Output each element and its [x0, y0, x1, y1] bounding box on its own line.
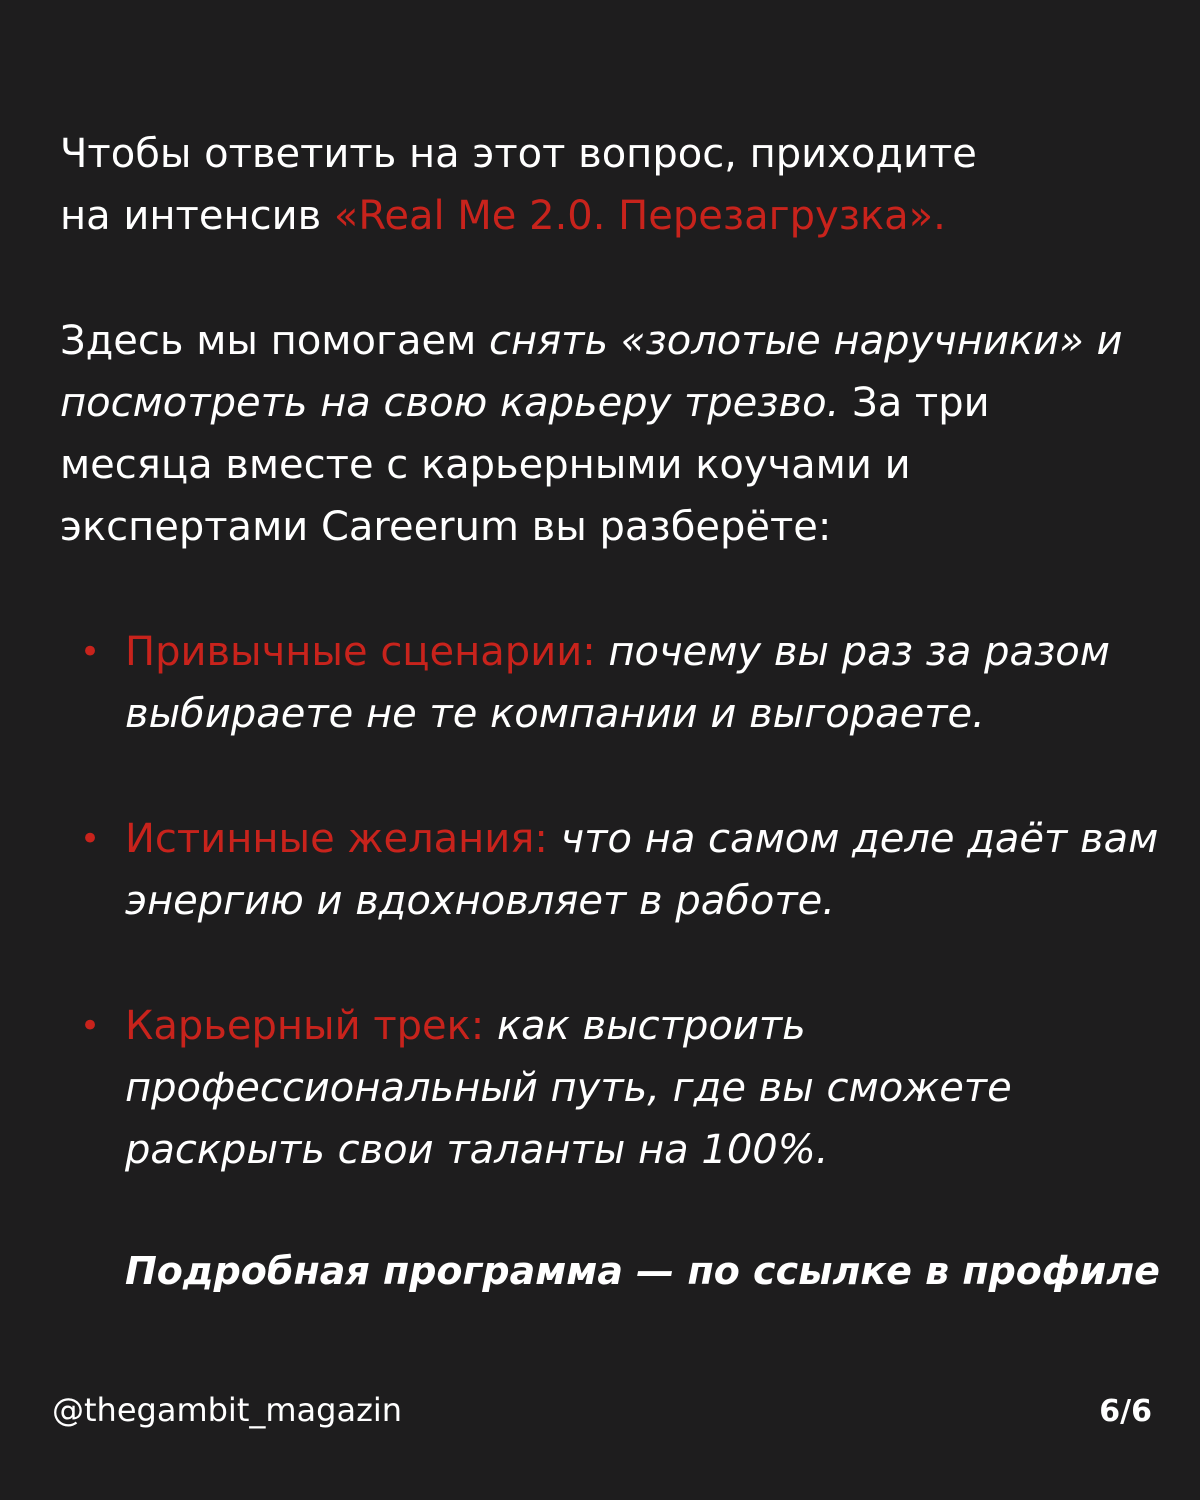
bullet-item-desires: [80, 808, 1160, 932]
bullet-title: Карьерный трек:: [125, 1003, 485, 1049]
intro-line-1: Чтобы ответить на этот вопрос, приходите: [60, 131, 977, 177]
intro-paragraph: [60, 123, 1150, 247]
description-rest: За три месяца вместе с карьерными коучами и экспертами Careerum вы разберёте:: [60, 380, 990, 550]
intro-line-2: на интенсив: [60, 193, 334, 239]
account-handle: @thegambit_magazin: [52, 1391, 403, 1429]
bullet-item-scenarios: [80, 621, 1160, 745]
page-indicator: 6/6: [1099, 1394, 1152, 1429]
course-name: «Real Me 2.0. Перезагрузка».: [333, 193, 946, 239]
bullet-dot-icon: •: [80, 632, 101, 672]
bullet-title: Истинные желания:: [125, 816, 548, 862]
bullet-text: почему вы раз за разом выбираете не те компании и выгораете.: [125, 629, 1110, 737]
bullet-text: как выстроить профессиональный путь, где вы сможете раскрыть свои таланты на 100%.: [125, 1003, 1012, 1173]
bullet-text: что на самом деле даёт вам энергию и вдохновляет в работе.: [125, 816, 1159, 924]
description-italic-phrase: снять «золотые наручники» и посмотреть на свою карьеру трезво.: [60, 318, 1123, 426]
description-paragraph: [60, 310, 1150, 558]
bullet-body: [125, 621, 1160, 745]
bullet-dot-icon: •: [80, 1006, 101, 1046]
call-to-action: Подробная программа — по ссылке в профиле: [125, 1249, 1160, 1293]
bullet-dot-icon: •: [80, 819, 101, 859]
bullet-body: [125, 995, 1160, 1181]
description-lead: Здесь мы помогаем: [60, 318, 489, 364]
bullet-title: Привычные сценарии:: [125, 629, 596, 675]
bullet-item-career-track: [80, 995, 1160, 1181]
bullet-body: [125, 808, 1160, 932]
